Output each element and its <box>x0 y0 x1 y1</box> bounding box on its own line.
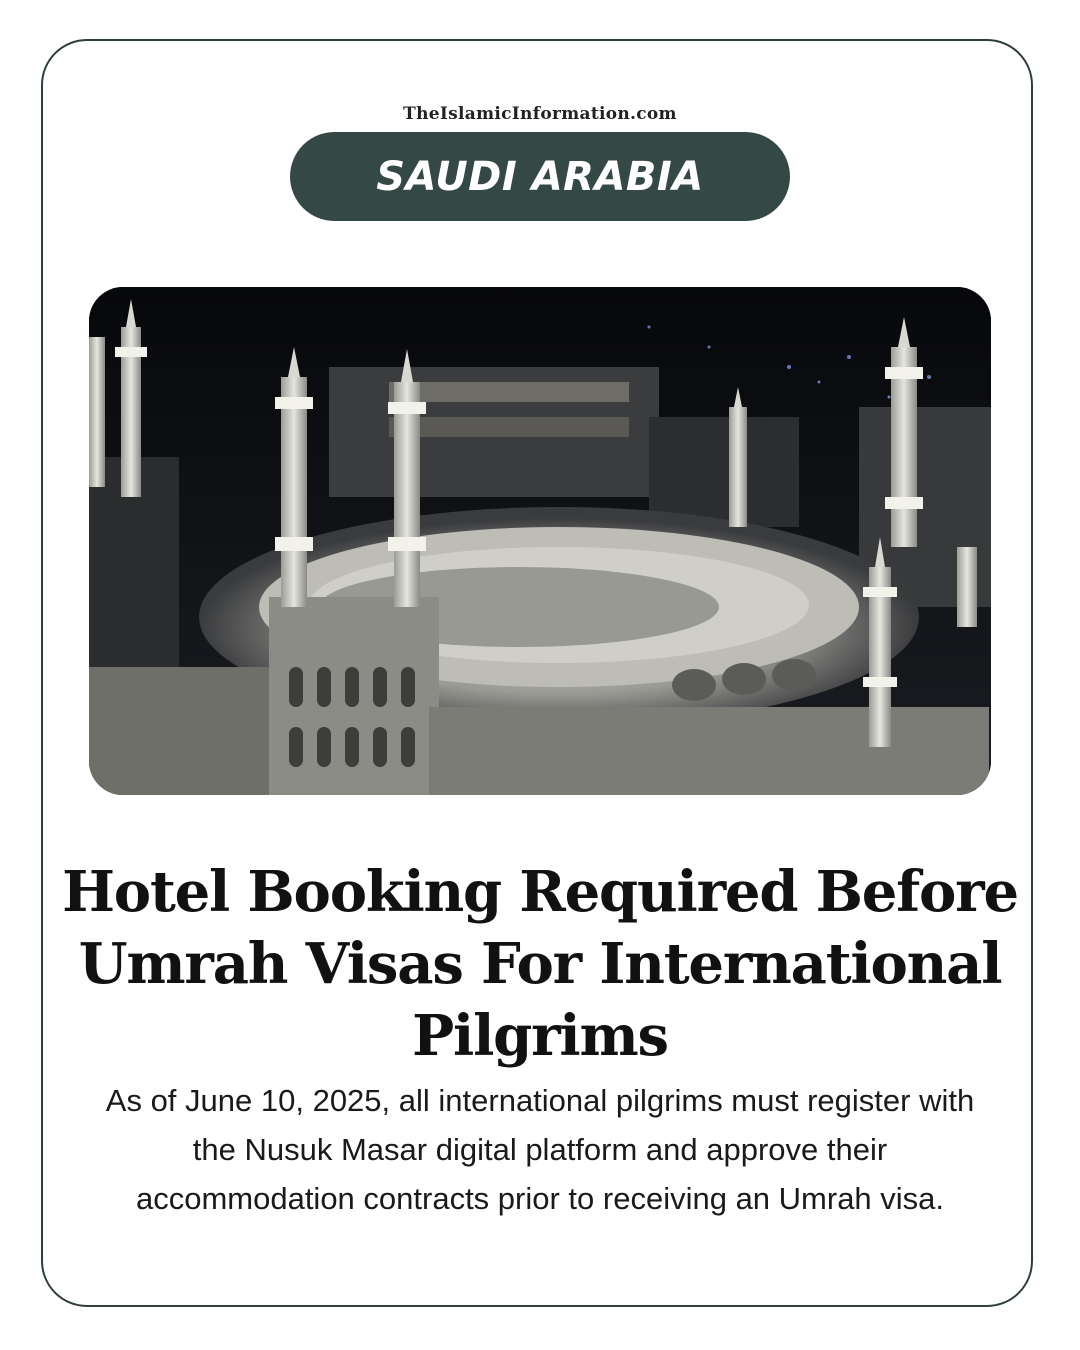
category-badge[interactable] <box>290 132 790 221</box>
summary-text: As of June 10, 2025, all international pilgrims must register with the Nusuk Masar digital platform and approve their accommodation contracts prior to receiving an Umrah visa. <box>105 1083 975 1216</box>
masjid-illustration <box>89 287 991 795</box>
headline: Hotel Booking Required Before Umrah Visas For International Pilgrims <box>62 859 1018 1069</box>
site-name[interactable]: TheIslamicInformation.com <box>403 104 677 124</box>
category-label: SAUDI ARABIA <box>376 153 704 200</box>
masjid-photo <box>89 287 991 795</box>
